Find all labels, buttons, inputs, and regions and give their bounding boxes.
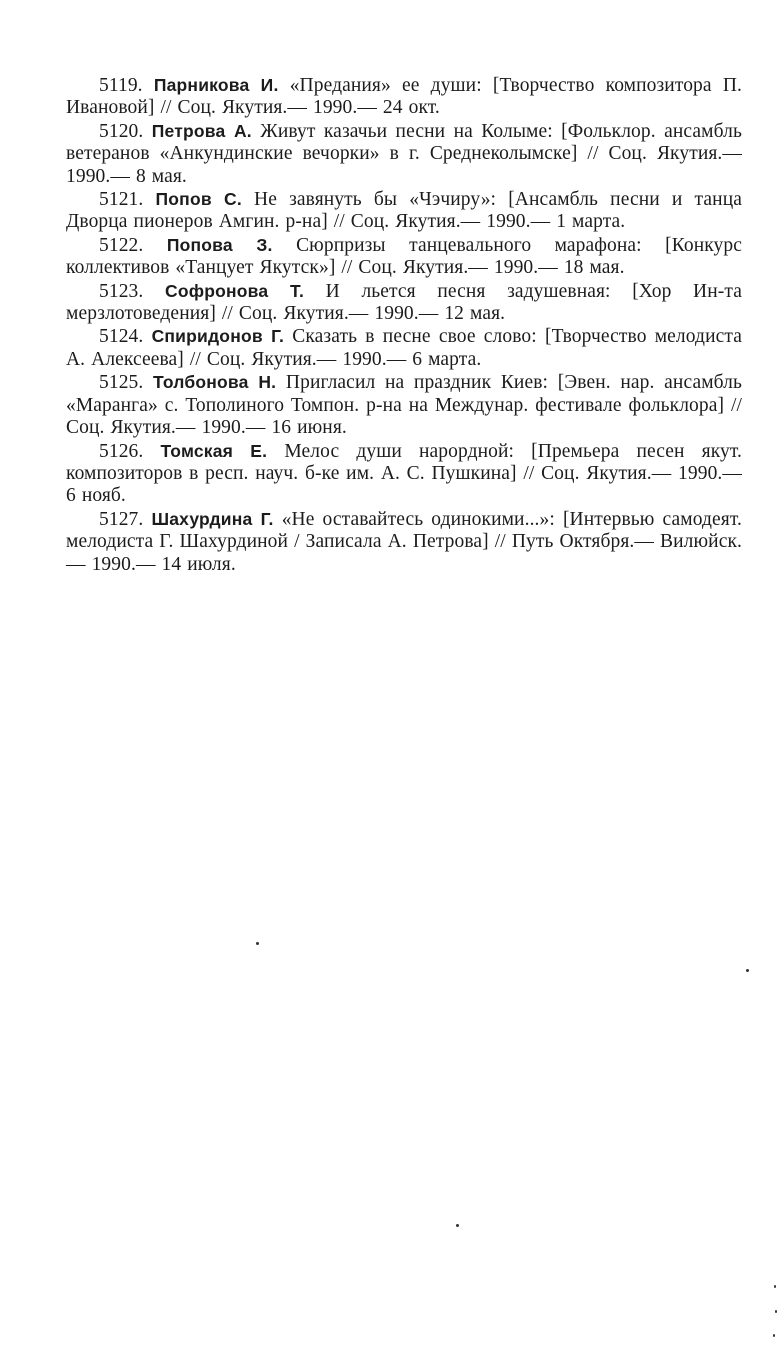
entry-number: 5120.: [99, 120, 144, 142]
entry-number: 5122.: [99, 234, 144, 256]
entry-text: Сюрпризы танцевального марафона: [Конкурс коллективов «Танцует Якутск»] // Соц. Якутия.— 1990.— 18 мая.: [66, 234, 743, 279]
entry-author: Софронова Т.: [165, 280, 305, 301]
entry-text: Пригласил на праздник Киев: [Эвен. нар. ансамбль «Маранга» с. Тополиного Томпон. р-на на Междунар. фестивале фольклора] // Соц. Якутия.— 1990.— 16 июня.: [66, 372, 743, 439]
entry-text: Мелос души нарордной: [Премьера песен якут. композиторов в респ. науч. б-ке им. А. С. Пушкина] // Соц. Якутия.— 1990.— 6 нояб.: [66, 440, 742, 507]
entry-text: «Предания» ее души: [Творчество композитора П. Ивановой] // Соц. Якутия.— 1990.— 24 окт.: [66, 75, 742, 119]
entry-author: Толбонова Н.: [153, 372, 277, 393]
entry-number: 5119.: [99, 75, 143, 96]
scan-speck: [773, 1334, 775, 1337]
entry-author: Парникова И.: [153, 75, 279, 95]
entry-author: Петрова А.: [151, 120, 252, 141]
entry-number: 5127.: [99, 508, 144, 530]
entry-text: «Не оставайтесь одинокими...»: [Интервью самодеят. мелодиста Г. Шахурдиной / Записала А. Петрова] // Путь Октября.— Вилюйск.— 1990.— 14 июля.: [66, 508, 742, 575]
entry-author: Спиридонов Г.: [151, 326, 285, 347]
entry-text: Не завянуть бы «Чэчиру»: [Ансамбль песни и танца Дворца пионеров Амгин. р-на] // Соц. Якутия.— 1990.— 1 марта.: [66, 189, 742, 233]
bibliography-page: [66, 74, 742, 576]
bibliography-entry: [66, 508, 742, 576]
entry-number: 5125.: [99, 372, 144, 394]
entry-author: Попова З.: [166, 234, 273, 255]
bibliography-entry: [66, 325, 742, 371]
bibliography-entry: [66, 188, 742, 234]
bibliography-entry: [66, 120, 742, 188]
entry-author: Шахурдина Г.: [151, 508, 274, 529]
entry-author: Томская Е.: [160, 440, 268, 461]
bibliography-entry: [66, 74, 742, 120]
entry-text: Сказать в песне свое слово: [Творчество мелодиста А. Алексеева] // Соц. Якутия.— 1990.— 6 марта.: [66, 326, 742, 370]
scan-speck: [456, 1224, 459, 1227]
entry-text: И льется песня задушевная: [Хор Ин-та мерзлотоведения] // Соц. Якутия.— 1990.— 12 мая.: [66, 280, 742, 325]
entry-number: 5126.: [99, 440, 144, 462]
entry-number: 5123.: [99, 280, 144, 302]
scan-speck: [256, 942, 259, 945]
scan-speck: [774, 1285, 776, 1288]
bibliography-entry: [66, 371, 742, 439]
scan-speck: [775, 1310, 777, 1313]
entry-text: Живут казачьи песни на Колыме: [Фольклор. ансамбль ветеранов «Анкундинские вечорки» в г. Среднеколымске] // Соц. Якутия.— 1990.— 8 мая.: [66, 120, 742, 187]
entry-author: Попов С.: [155, 189, 242, 210]
entry-number: 5124.: [99, 326, 144, 348]
scan-speck: [746, 969, 749, 972]
bibliography-entry: [66, 440, 742, 508]
bibliography-entry: [66, 234, 742, 280]
entry-number: 5121.: [99, 189, 144, 211]
bibliography-entry: [66, 280, 742, 326]
